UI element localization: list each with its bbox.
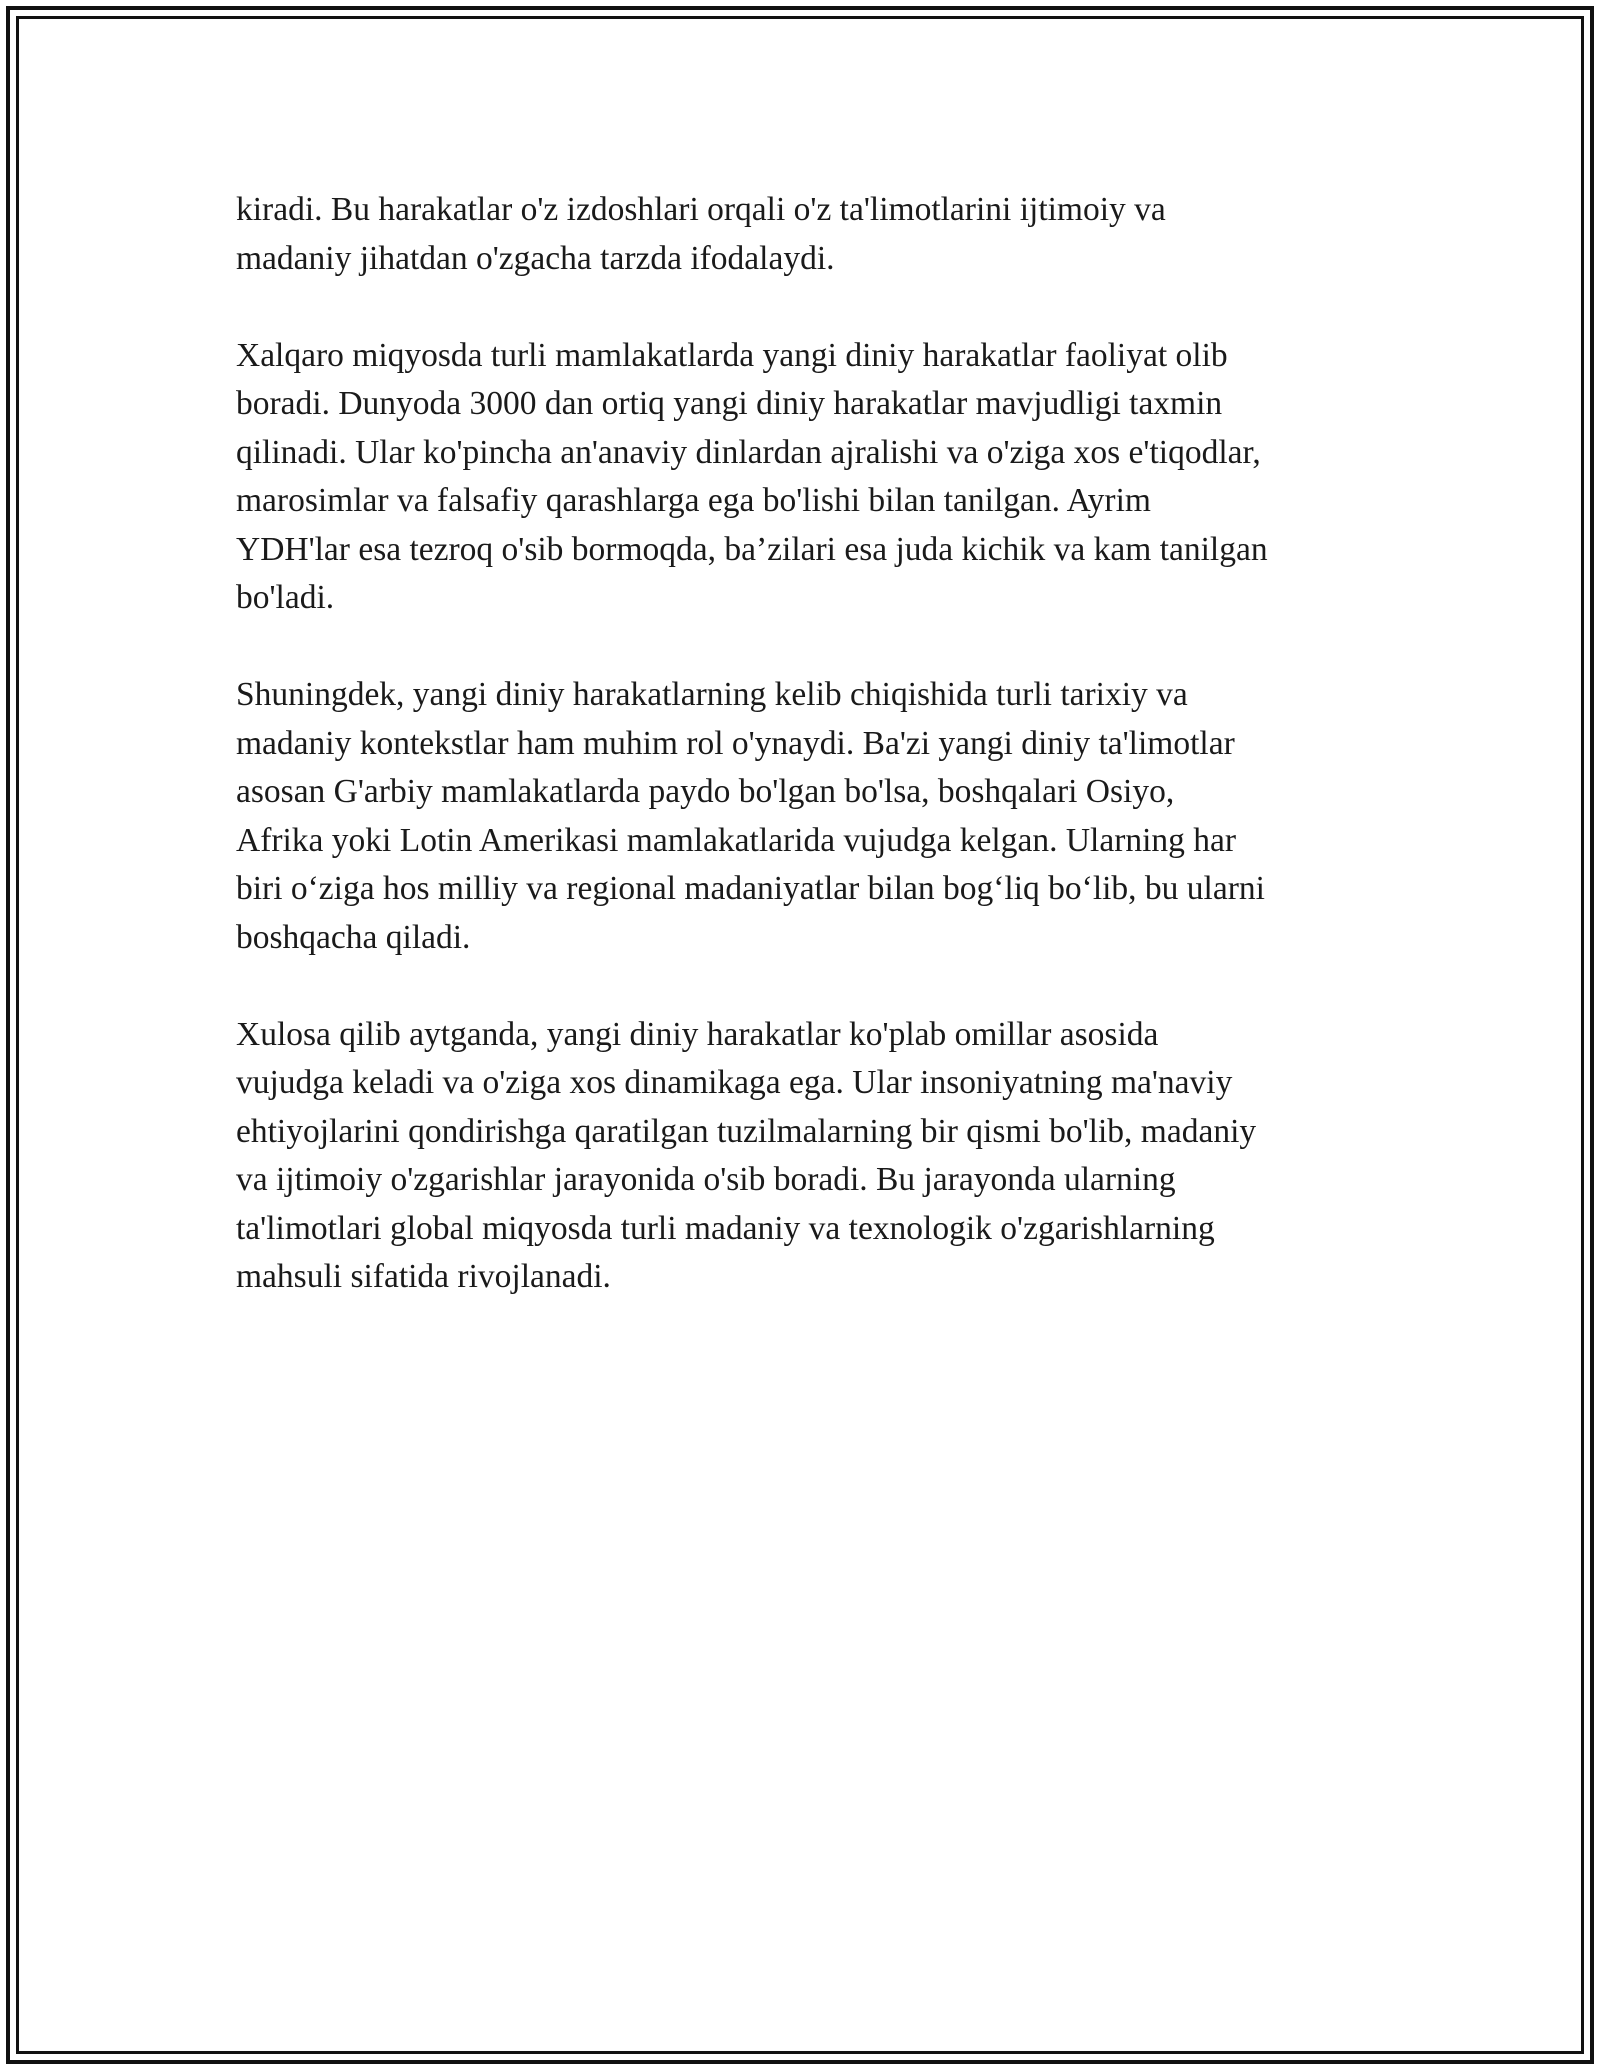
text-line: qilinadi. Ular ko'pincha an'anaviy dinlardan ajralishi va o'ziga xos e'tiqodlar,: [236, 433, 1261, 471]
text-line: boradi. Dunyoda 3000 dan ortiq yangi diniy harakatlar mavjudligi taxmin: [236, 385, 1223, 422]
text-line: Shuningdek, yangi diniy harakatlarning kelib chiqishida turli tarixiy va: [236, 676, 1188, 713]
text-line: kiradi. Bu harakatlar o'z izdoshlari orqali o'z ta'limotlarini ijtimoiy va: [236, 191, 1166, 228]
text-line: madaniy kontekstlar ham muhim rol o'ynaydi. Ba'zi yangi diniy ta'limotlar: [236, 724, 1235, 762]
text-line: madaniy jihatdan o'zgacha tarzda ifodalaydi.: [236, 239, 835, 277]
paragraph-4: [236, 1011, 1396, 1302]
document-body: [236, 186, 1396, 1350]
text-line: marosimlar va falsafiy qarashlarga ega bo'lishi bilan tanilgan. Ayrim: [236, 482, 1151, 519]
text-line: biri o‘ziga hos milliy va regional madaniyatlar bilan bog‘liq bo‘lib, bu ularni: [236, 870, 1265, 907]
text-line: mahsuli sifatida rivojlanadi.: [236, 1258, 611, 1295]
text-line: Afrika yoki Lotin Amerikasi mamlakatlarida vujudga kelgan. Ularning har: [236, 821, 1237, 859]
paragraph-2: [236, 332, 1396, 623]
paragraph-3: [236, 671, 1396, 962]
text-line: Xalqaro miqyosda turli mamlakatlarda yangi diniy harakatlar faoliyat olib: [236, 336, 1228, 374]
text-line: YDH'lar esa tezroq o'sib bormoqda, ba’zilari esa juda kichik va kam tanilgan: [236, 530, 1268, 568]
text-line: ta'limotlari global miqyosda turli madaniy va texnologik o'zgarishlarning: [236, 1209, 1215, 1247]
paragraph-1: [236, 186, 1396, 283]
text-line: vujudga keladi va o'ziga xos dinamikaga ega. Ular insoniyatning ma'naviy: [236, 1064, 1233, 1101]
text-line: bo'ladi.: [236, 579, 335, 616]
text-line: va ijtimoiy o'zgarishlar jarayonida o'sib boradi. Bu jarayonda ularning: [236, 1161, 1176, 1198]
text-line: ehtiyojlarini qondirishga qaratilgan tuzilmalarning bir qismi bo'lib, madaniy: [236, 1112, 1257, 1150]
text-line: Xulosa qilib aytganda, yangi diniy harakatlar ko'plab omillar asosida: [236, 1015, 1159, 1053]
text-line: asosan G'arbiy mamlakatlarda paydo bo'lgan bo'lsa, boshqalari Osiyo,: [236, 773, 1175, 810]
text-line: boshqacha qiladi.: [236, 918, 471, 956]
